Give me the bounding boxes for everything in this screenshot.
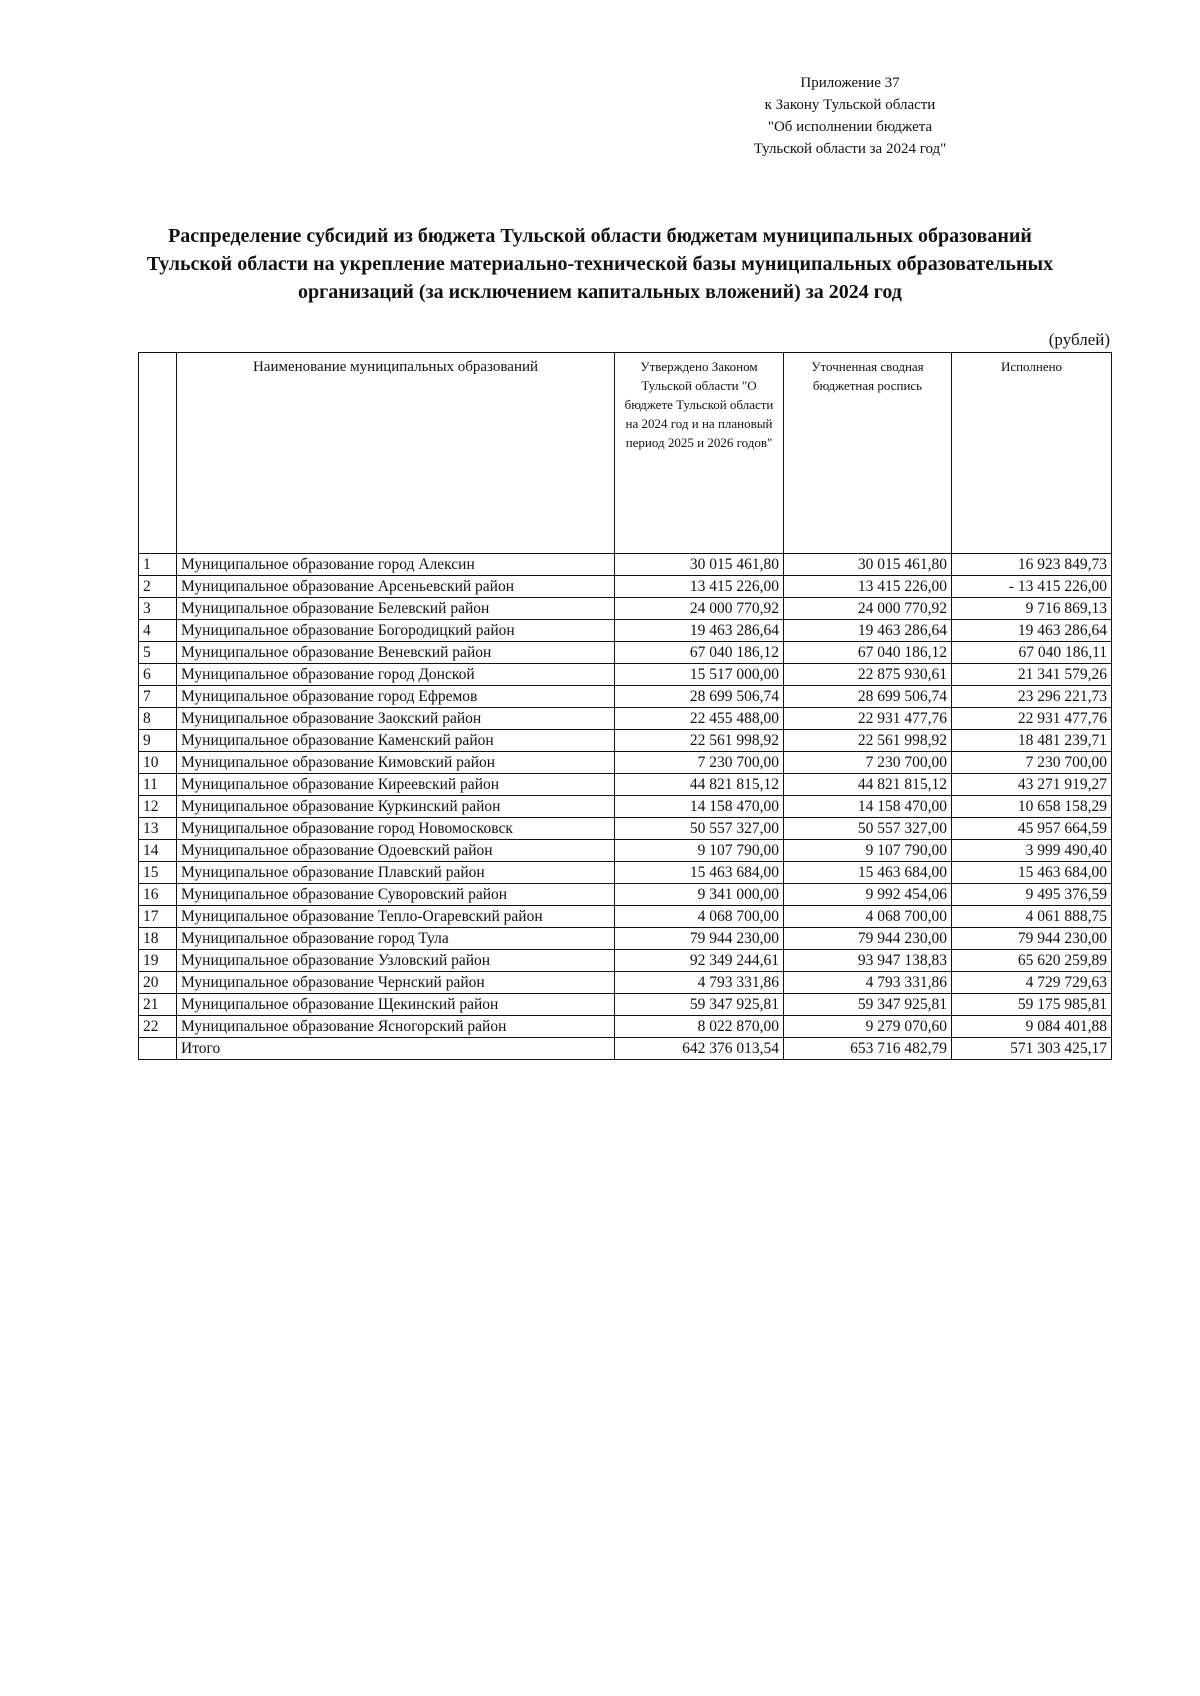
table-row [139,576,1112,598]
row-approved: 67 040 186,12 [615,642,784,664]
row-name: Муниципальное образование Каменский район [177,730,615,752]
table-row [139,972,1112,994]
table-row [139,554,1112,576]
row-refined: 14 158 470,00 [784,796,952,818]
row-executed: 3 999 490,40 [952,840,1112,862]
title-line: организаций (за исключением капитальных вложений) за 2024 год [298,281,902,303]
row-approved: 59 347 925,81 [615,994,784,1016]
table-body [139,554,1112,1060]
row-approved: 30 015 461,80 [615,554,784,576]
row-name: Итого [177,1038,615,1060]
table-row [139,708,1112,730]
units-label: (рублей) [1048,330,1110,349]
row-number: 21 [139,994,177,1016]
row-name: Муниципальное образование Плавский район [177,862,615,884]
row-number: 17 [139,906,177,928]
row-approved: 7 230 700,00 [615,752,784,774]
row-executed: 22 931 477,76 [952,708,1112,730]
table-row [139,840,1112,862]
table-row [139,884,1112,906]
row-approved: 9 341 000,00 [615,884,784,906]
row-name: Муниципальное образование Суворовский район [177,884,615,906]
row-approved: 4 793 331,86 [615,972,784,994]
row-executed: 59 175 985,81 [952,994,1112,1016]
row-name: Муниципальное образование Веневский район [177,642,615,664]
row-refined: 59 347 925,81 [784,994,952,1016]
appendix-reference [700,72,1000,160]
table-row [139,642,1112,664]
document-title [120,222,1080,306]
row-refined: 44 821 815,12 [784,774,952,796]
row-name: Муниципальное образование город Алексин [177,554,615,576]
row-refined: 50 557 327,00 [784,818,952,840]
row-refined: 22 561 998,92 [784,730,952,752]
row-name: Муниципальное образование Богородицкий район [177,620,615,642]
row-executed: 10 658 158,29 [952,796,1112,818]
table-row [139,620,1112,642]
row-executed: 67 040 186,11 [952,642,1112,664]
row-refined: 67 040 186,12 [784,642,952,664]
row-executed: 571 303 425,17 [952,1038,1112,1060]
table-row [139,862,1112,884]
table-row [139,906,1112,928]
row-approved: 14 158 470,00 [615,796,784,818]
row-refined: 13 415 226,00 [784,576,952,598]
row-executed: 19 463 286,64 [952,620,1112,642]
row-refined: 24 000 770,92 [784,598,952,620]
row-approved: 79 944 230,00 [615,928,784,950]
row-number: 20 [139,972,177,994]
row-executed: 4 061 888,75 [952,906,1112,928]
row-name: Муниципальное образование Чернский район [177,972,615,994]
row-refined: 7 230 700,00 [784,752,952,774]
row-number: 14 [139,840,177,862]
row-number: 18 [139,928,177,950]
row-number: 10 [139,752,177,774]
table-row [139,1016,1112,1038]
table-row [139,796,1112,818]
row-number: 16 [139,884,177,906]
row-executed: 15 463 684,00 [952,862,1112,884]
row-name: Муниципальное образование Узловский район [177,950,615,972]
row-refined: 30 015 461,80 [784,554,952,576]
table-row [139,774,1112,796]
row-number: 6 [139,664,177,686]
row-refined: 93 947 138,83 [784,950,952,972]
table-row [139,752,1112,774]
row-approved: 24 000 770,92 [615,598,784,620]
table-row [139,950,1112,972]
row-refined: 22 931 477,76 [784,708,952,730]
row-refined: 79 944 230,00 [784,928,952,950]
row-refined: 9 107 790,00 [784,840,952,862]
subsidy-table [138,352,1112,1060]
header-refined: Уточненная сводная бюджетная роспись [784,353,952,554]
row-refined: 9 279 070,60 [784,1016,952,1038]
row-approved: 13 415 226,00 [615,576,784,598]
row-approved: 4 068 700,00 [615,906,784,928]
row-number: 12 [139,796,177,818]
row-number: 1 [139,554,177,576]
row-executed: - 13 415 226,00 [952,576,1112,598]
row-executed: 18 481 239,71 [952,730,1112,752]
row-approved: 44 821 815,12 [615,774,784,796]
row-executed: 65 620 259,89 [952,950,1112,972]
row-approved: 22 561 998,92 [615,730,784,752]
row-executed: 21 341 579,26 [952,664,1112,686]
row-refined: 9 992 454,06 [784,884,952,906]
row-refined: 653 716 482,79 [784,1038,952,1060]
table-row [139,994,1112,1016]
row-name: Муниципальное образование Кимовский район [177,752,615,774]
row-approved: 15 463 684,00 [615,862,784,884]
row-executed: 9 495 376,59 [952,884,1112,906]
table-row [139,598,1112,620]
row-name: Муниципальное образование Щекинский район [177,994,615,1016]
row-number: 19 [139,950,177,972]
title-line: Тульской области на укрепление материально-технической базы муниципальных образовательных [146,253,1054,275]
header-executed: Исполнено [952,353,1112,554]
row-executed: 45 957 664,59 [952,818,1112,840]
row-name: Муниципальное образование Белевский район [177,598,615,620]
row-name: Муниципальное образование Тепло-Огаревский район [177,906,615,928]
row-refined: 19 463 286,64 [784,620,952,642]
row-refined: 15 463 684,00 [784,862,952,884]
table-row [139,928,1112,950]
header-name: Наименование муниципальных образований [177,353,615,554]
row-approved: 9 107 790,00 [615,840,784,862]
row-name: Муниципальное образование город Донской [177,664,615,686]
row-executed: 23 296 221,73 [952,686,1112,708]
row-name: Муниципальное образование Ясногорский район [177,1016,615,1038]
appendix-line: Приложение 37 [800,75,900,91]
row-executed: 16 923 849,73 [952,554,1112,576]
row-name: Муниципальное образование город Ефремов [177,686,615,708]
header-approved: Утверждено Законом Тульской области "О бюджете Тульской области на 2024 год и на плановый период 2025 и 2026 годов" [615,353,784,554]
row-number [139,1038,177,1060]
appendix-line: Тульской области за 2024 год" [753,141,947,157]
appendix-line: к Закону Тульской области [764,97,936,113]
row-refined: 22 875 930,61 [784,664,952,686]
row-name: Муниципальное образование Заокский район [177,708,615,730]
row-approved: 28 699 506,74 [615,686,784,708]
row-executed: 43 271 919,27 [952,774,1112,796]
row-number: 3 [139,598,177,620]
row-number: 7 [139,686,177,708]
row-approved: 22 455 488,00 [615,708,784,730]
total-row [139,1038,1112,1060]
row-number: 11 [139,774,177,796]
row-name: Муниципальное образование Арсеньевский район [177,576,615,598]
table-row [139,686,1112,708]
appendix-line: "Об исполнении бюджета [767,119,933,135]
row-name: Муниципальное образование Киреевский район [177,774,615,796]
title-line: Распределение субсидий из бюджета Тульской области бюджетам муниципальных образований [168,225,1032,247]
row-name: Муниципальное образование Одоевский район [177,840,615,862]
row-number: 13 [139,818,177,840]
table-header-row [139,353,1112,554]
row-refined: 28 699 506,74 [784,686,952,708]
table-row [139,730,1112,752]
row-number: 9 [139,730,177,752]
table-row [139,664,1112,686]
row-number: 22 [139,1016,177,1038]
row-executed: 79 944 230,00 [952,928,1112,950]
row-approved: 92 349 244,61 [615,950,784,972]
row-number: 4 [139,620,177,642]
row-number: 15 [139,862,177,884]
table-row [139,818,1112,840]
row-approved: 19 463 286,64 [615,620,784,642]
row-name: Муниципальное образование Куркинский район [177,796,615,818]
header-number [139,353,177,554]
row-name: Муниципальное образование город Тула [177,928,615,950]
row-approved: 642 376 013,54 [615,1038,784,1060]
row-name: Муниципальное образование город Новомосковск [177,818,615,840]
row-number: 2 [139,576,177,598]
row-number: 5 [139,642,177,664]
row-refined: 4 068 700,00 [784,906,952,928]
row-approved: 15 517 000,00 [615,664,784,686]
row-refined: 4 793 331,86 [784,972,952,994]
row-executed: 7 230 700,00 [952,752,1112,774]
row-number: 8 [139,708,177,730]
row-executed: 9 716 869,13 [952,598,1112,620]
row-executed: 9 084 401,88 [952,1016,1112,1038]
row-executed: 4 729 729,63 [952,972,1112,994]
row-approved: 50 557 327,00 [615,818,784,840]
row-approved: 8 022 870,00 [615,1016,784,1038]
